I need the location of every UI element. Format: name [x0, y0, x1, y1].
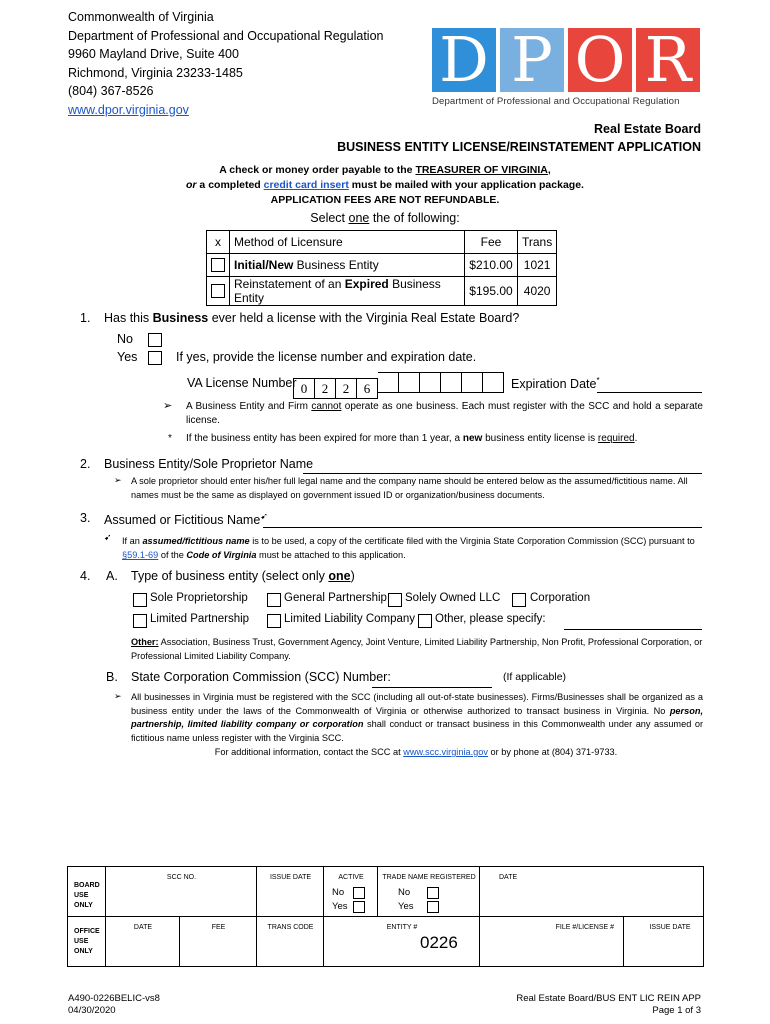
page-number: Page 1 of 3	[652, 1005, 701, 1016]
note-text: is to be used, a copy of the certificate filed with the Virginia State Corporation Commission (SCC) pursuant to	[249, 536, 695, 546]
active-cell	[323, 867, 378, 916]
expiration-date-field[interactable]	[597, 391, 702, 393]
license-digit[interactable]	[483, 372, 504, 393]
trans-cell: 4020	[518, 277, 557, 306]
address-line: Richmond, Virginia 23233-1485	[68, 65, 243, 80]
select-instruction	[0, 211, 770, 225]
note-bold: Code of Virginia	[186, 549, 257, 560]
col-header-trans: Trans	[518, 231, 557, 254]
form-name: Real Estate Board/BUS ENT LIC REIN APP	[516, 993, 701, 1004]
general-partnership-checkbox[interactable]	[267, 593, 281, 607]
q4a-label: A.	[106, 569, 118, 583]
cell-label: ENTITY #	[386, 924, 418, 931]
assumed-name-field[interactable]	[263, 526, 702, 528]
select-text: the of following:	[369, 211, 460, 225]
fee-cell	[179, 917, 257, 966]
scc-contact	[0, 746, 770, 760]
cell-label: TRADE NAME REGISTERED	[382, 874, 476, 881]
q3-number: 3.	[80, 511, 91, 525]
va-license-digit-boxes[interactable]	[293, 372, 504, 399]
col-header-x: x	[207, 231, 230, 254]
note-text: business entity license is	[482, 433, 598, 444]
q2-number: 2.	[80, 457, 91, 471]
entity-value: 0226	[420, 933, 458, 952]
llc-checkbox[interactable]	[267, 614, 281, 628]
option-label: Corporation	[530, 592, 591, 604]
code-section-link[interactable]: §59.1-69	[122, 549, 159, 560]
website-link[interactable]: www.dpor.virginia.gov	[68, 102, 189, 117]
contact-text: For additional information, contact the SCC at	[214, 747, 404, 757]
star-mark: *	[596, 376, 600, 385]
license-digit[interactable]	[441, 372, 462, 393]
sole-proprietorship-checkbox[interactable]	[133, 593, 147, 607]
logo-letter-r: R	[636, 28, 700, 92]
table-row	[207, 254, 557, 277]
fictitious-mark-icon: ➹	[104, 532, 112, 542]
board-name: Real Estate Board	[594, 122, 701, 136]
note-bold: assumed/fictitious name	[142, 536, 250, 546]
col-header-fee: Fee	[465, 231, 518, 254]
contact-text: or by phone at (804) 371-9733.	[487, 747, 618, 757]
cell-label: ISSUE DATE	[269, 874, 312, 881]
other-text: Association, Business Trust, Government Agency, Joint Venture, Limited Liability Partnership, Non Profit, Professional Corporation, or Professional Limited Liability Company.	[131, 637, 703, 661]
note-text: of the	[158, 549, 187, 560]
scc-number-field[interactable]	[372, 686, 492, 688]
q2-label: Business Entity/Sole Proprietor Name	[104, 457, 314, 471]
arrow-bullet-icon: ➢	[163, 400, 173, 412]
note-text: If the business entity has been expired for more than 1 year, a	[186, 433, 463, 444]
license-digit[interactable]	[378, 372, 399, 393]
payment-notice	[0, 163, 770, 208]
table-header-row	[207, 231, 557, 254]
trade-no-label: No	[398, 887, 411, 898]
q1-text: ever held a license with the Virginia Real Estate Board?	[208, 311, 520, 325]
business-name-field[interactable]	[303, 472, 702, 474]
notice-text: ,	[547, 164, 551, 176]
issue-date-cell	[623, 917, 704, 966]
active-no-checkbox[interactable]	[353, 887, 365, 899]
select-text: Select	[310, 211, 349, 225]
q1-text-bold: Business	[152, 311, 209, 325]
active-no-label: No	[332, 887, 345, 898]
select-text: one	[348, 211, 370, 225]
license-digit[interactable]: 2	[315, 378, 336, 399]
notice-text: or	[186, 179, 197, 191]
notice-text: A check or money order payable to the	[219, 164, 416, 176]
other-definition	[131, 636, 703, 663]
q1-text: Has this	[104, 311, 153, 325]
note-text: shall conduct or transact business in this Commonwealth under any assumed or fictitious name unless register with the Virginia SCC.	[131, 719, 703, 743]
reinstatement-checkbox[interactable]	[211, 284, 225, 298]
office-use-label: OFFICE USE ONLY	[74, 928, 100, 955]
cell-label: DATE	[499, 874, 518, 881]
board-use-label: BOARD USE ONLY	[74, 882, 100, 909]
credit-card-insert-link[interactable]: credit card insert	[263, 179, 349, 191]
exp-text: Expiration Date	[511, 377, 597, 392]
scc-website-link[interactable]: www.scc.virginia.gov	[403, 747, 488, 757]
cell-label: TRANS CODE	[267, 924, 314, 931]
va-license-label: VA License Number	[187, 376, 297, 390]
option-label: Sole Proprietorship	[150, 592, 248, 604]
notice-text: must be mailed with your application package.	[348, 179, 584, 191]
other-specify-field[interactable]	[564, 628, 702, 630]
q1-ifyes-text: If yes, provide the license number and expiration date.	[176, 350, 477, 364]
footer-left	[68, 993, 160, 1017]
license-digit[interactable]: 2	[336, 378, 357, 399]
q1-question	[104, 311, 519, 325]
trans-cell: 1021	[518, 254, 557, 277]
form-id: A490-0226BELIC-vs8	[68, 993, 160, 1004]
option-label: General Partnership	[284, 592, 387, 604]
note-text: A Business Entity and Firm	[186, 401, 312, 412]
entity-cell	[323, 917, 480, 966]
logo-letter-p: P	[500, 28, 564, 92]
q4a-question	[131, 569, 355, 583]
logo-letter-o: O	[568, 28, 632, 92]
option-label: Other, please specify:	[435, 613, 546, 625]
method-text: Business Entity	[234, 277, 441, 305]
q3-label	[104, 511, 268, 527]
q4b-note	[131, 691, 703, 745]
other-label: Other:	[131, 637, 159, 647]
option-label: Limited Partnership	[150, 613, 250, 625]
q3-note	[122, 535, 703, 562]
form-date: 04/30/2020	[68, 1005, 116, 1016]
q1-yes-checkbox[interactable]	[148, 351, 162, 365]
table-row	[207, 277, 557, 306]
logo-caption: Department of Professional and Occupational Regulation	[432, 96, 680, 107]
q2-note: A sole proprietor should enter his/her full legal name and the company name should be entered below as the assumed/fictitious name. All names must be the same as displayed on government issued ID or organization/business documents.	[131, 476, 688, 500]
note-bold: person, partnership, limited liability company or corporation	[131, 705, 703, 729]
active-yes-label: Yes	[332, 901, 348, 912]
initial-checkbox[interactable]	[211, 258, 225, 272]
arrow-bullet-icon: ➢	[114, 475, 122, 485]
note-bold: new	[462, 433, 483, 444]
address-line: (804) 367-8526	[68, 84, 154, 98]
license-digit[interactable]	[420, 372, 441, 393]
license-digit[interactable]: 0	[293, 378, 315, 399]
dpor-logo	[432, 23, 700, 112]
arrow-bullet-icon: ➢	[114, 691, 122, 701]
q1-note-separate-license	[186, 400, 703, 428]
q1-yes-label: Yes	[117, 350, 138, 364]
q1-note-expired	[186, 433, 637, 444]
address-line: Department of Professional and Occupational Regulation	[68, 28, 384, 43]
method-text: Business Entity	[293, 258, 379, 272]
fee-cell: $210.00	[465, 254, 518, 277]
agency-address	[68, 8, 383, 119]
star-bullet: *	[168, 433, 172, 444]
cell-label: SCC NO.	[166, 874, 197, 881]
q1-no-checkbox[interactable]	[148, 333, 162, 347]
issue-date-cell	[256, 867, 324, 916]
method-cell	[230, 277, 465, 306]
q3-text: Assumed or Fictitious Name	[104, 513, 261, 528]
note-text: cannot	[311, 401, 342, 412]
cell-label: ACTIVE	[338, 874, 364, 881]
trade-name-cell	[377, 867, 480, 916]
q4-number: 4.	[80, 569, 91, 583]
expiration-date-label	[511, 376, 600, 391]
trans-code-cell	[256, 917, 324, 966]
note-text: All businesses in Virginia must be registered with the SCC (including all out-of-state businesses). Firms/Businesses shall be organized as a business entity under the laws of the Commonwealth of Virginia or otherwise authorized to transact business in Virginia. No	[131, 692, 703, 716]
q4a-text: Type of business entity (select only	[131, 569, 329, 583]
board-use-row	[68, 867, 703, 917]
address-line: Commonwealth of Virginia	[68, 10, 214, 24]
q4a-text: )	[350, 569, 355, 583]
cell-label: ISSUE DATE	[649, 924, 691, 931]
q1-number: 1.	[80, 311, 91, 325]
notice-text: a completed	[196, 179, 264, 191]
page-title: BUSINESS ENTITY LICENSE/REINSTATEMENT APPLICATION	[337, 140, 701, 154]
cell-label: FILE #/LICENSE #	[555, 924, 614, 931]
file-license-cell	[479, 917, 624, 966]
fictitious-mark-icon: ➹	[260, 511, 268, 521]
treasurer-text: TREASURER OF VIRGINIA	[415, 164, 548, 176]
address-line: 9960 Mayland Drive, Suite 400	[68, 47, 239, 61]
cell-label: DATE	[133, 924, 153, 931]
office-use-row	[68, 917, 703, 966]
method-bold: Initial/New	[234, 258, 294, 272]
trade-yes-checkbox[interactable]	[427, 901, 439, 913]
option-label: Solely Owned LLC	[405, 592, 501, 604]
note-text: .	[634, 433, 638, 444]
active-yes-checkbox[interactable]	[353, 901, 365, 913]
option-label: Limited Liability Company	[284, 613, 416, 625]
note-text: required	[597, 433, 635, 444]
date-cell	[479, 867, 704, 916]
solely-owned-llc-checkbox[interactable]	[388, 593, 402, 607]
date-cell	[105, 917, 180, 966]
col-header-method: Method of Licensure	[230, 231, 465, 254]
refund-notice: APPLICATION FEES ARE NOT REFUNDABLE.	[270, 194, 500, 206]
note-text: must be attached to this application.	[256, 549, 406, 560]
office-use-box	[67, 866, 704, 967]
other-checkbox[interactable]	[418, 614, 432, 628]
footer-right	[516, 993, 701, 1017]
if-applicable-text: (If applicable)	[503, 671, 567, 683]
license-digit[interactable]: 6	[357, 378, 378, 399]
q4b-question: State Corporation Commission (SCC) Number:	[131, 670, 391, 684]
q4b-label: B.	[106, 670, 118, 684]
method-cell	[230, 254, 465, 277]
method-text: Reinstatement of an	[234, 277, 345, 291]
q4a-text-bold: one	[328, 569, 351, 583]
note-text: If an	[122, 536, 143, 546]
trade-yes-label: Yes	[398, 901, 414, 912]
limited-partnership-checkbox[interactable]	[133, 614, 147, 628]
fee-cell: $195.00	[465, 277, 518, 306]
corporation-checkbox[interactable]	[512, 593, 526, 607]
logo-letter-d: D	[432, 28, 496, 92]
q1-no-label: No	[117, 332, 133, 346]
license-digit[interactable]	[399, 372, 420, 393]
licensure-table	[206, 230, 557, 306]
scc-no-cell	[105, 867, 257, 916]
license-digit[interactable]	[462, 372, 483, 393]
trade-no-checkbox[interactable]	[427, 887, 439, 899]
method-bold: Expired	[344, 277, 389, 291]
note-text: operate as one business. Each must register with the SCC and hold a separate license.	[186, 401, 703, 426]
cell-label: FEE	[211, 924, 226, 931]
